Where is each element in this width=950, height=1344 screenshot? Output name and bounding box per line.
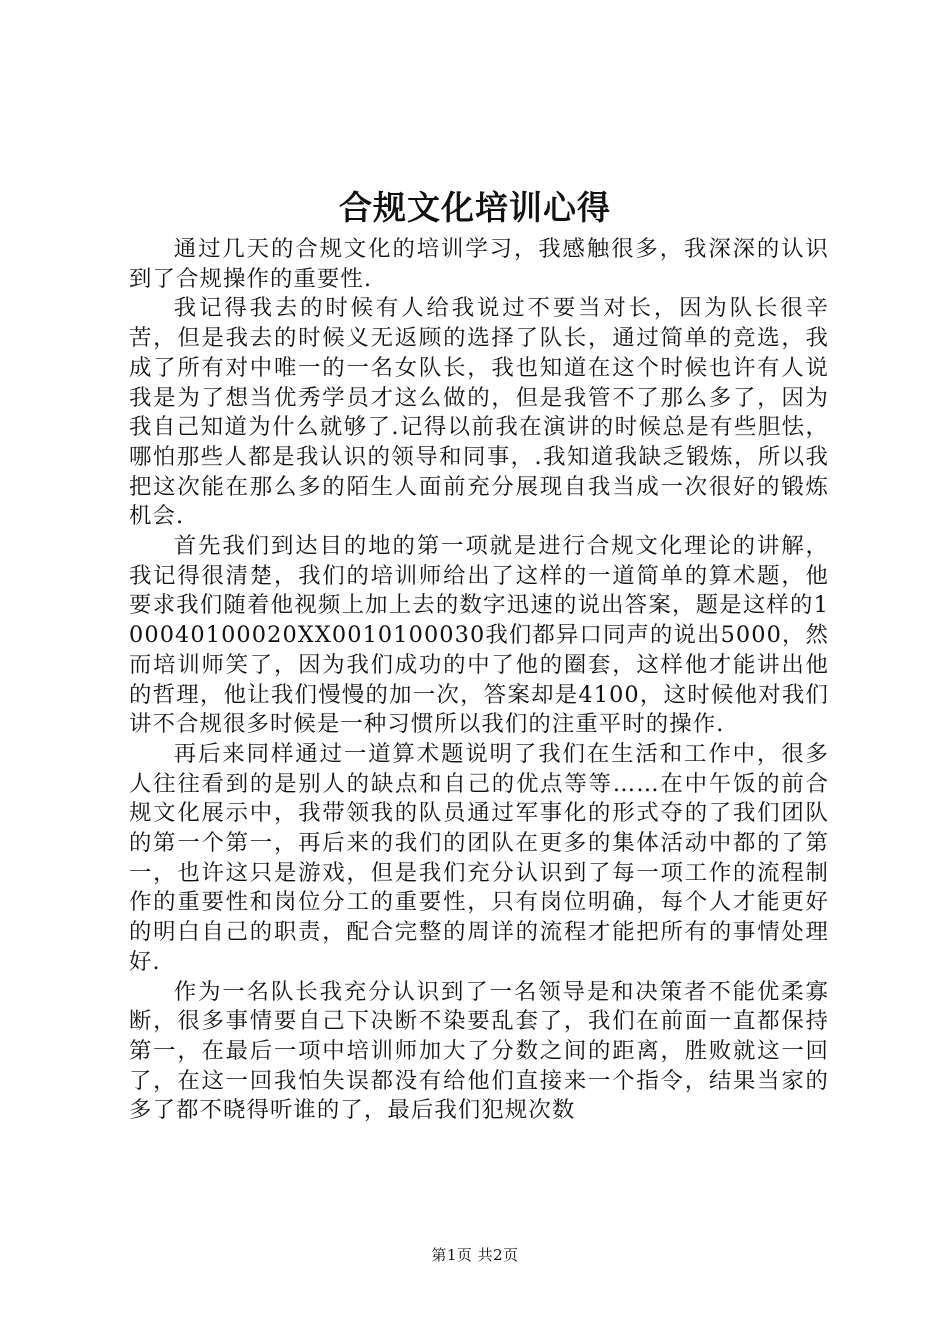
paragraph: 我记得我去的时候有人给我说过不要当对长，因为队长很辛苦，但是我去的时候义无返顾的选择了队长，通过简单的竞选，我成了所有对中唯一的一名女队长，我也知道在这个时候也许有人说我是为了想当优秀学员才这么做的，但是我管不了那么多了，因为我自己知道为什么就够了.记得以前我在演讲的时候总是有些胆怯，哪怕那些人都是我认识的领导和同事，.我知道我缺乏锻炼，所以我把这次能在那么多的陌生人面前充分展现自我当成一次很好的锻炼机会. xyxy=(129,295,829,530)
paragraph: 再后来同样通过一道算术题说明了我们在生活和工作中，很多人往往看到的是别人的缺点和自己的优点等等……在中午饭的前合规文化展示中，我带领我的队员通过军事化的形式夺的了我们团队的第一个第一，再后来的我们的团队在更多的集体活动中都的了第一，也许这只是游戏，但是我们充分认识到了每一项工作的流程制作的重要性和岗位分工的重要性，只有岗位明确，每个人才能更好的明白自己的职责，配合完整的周详的流程才能把所有的事情处理好. xyxy=(129,740,829,975)
paragraph: 首先我们到达目的地的第一项就是进行合规文化理论的讲解，我记得很清楚，我们的培训师给出了这样的一道简单的算术题，他要求我们随着他视频上加上去的数字迅速的说出答案，题是这样的100040100020XX0010100030我们都异口同声的说出5000，然而培训师笑了，因为我们成功的中了他的圈套，这样他才能讲出他的哲理，他让我们慢慢的加一次，答案却是4100，这时候他对我们讲不合规很多时候是一种习惯所以我们的注重平时的操作. xyxy=(129,533,829,738)
document-title: 合规文化培训心得 xyxy=(339,188,611,227)
paragraph: 通过几天的合规文化的培训学习，我感触很多，我深深的认识到了合规操作的重要性. xyxy=(129,236,829,292)
paragraph: 作为一名队长我充分认识到了一名领导是和决策者不能优柔寡断，很多事情要自己下决断不染要乱套了，我们在前面一直都保持第一，在最后一项中培训师加大了分数之间的距离，胜败就这一回了，在这一回我怕失误都没有给他们直接来一个指令，结果当家的多了都不晓得听谁的了，最后我们犯规次数 xyxy=(129,978,829,1124)
document-body xyxy=(129,235,829,1126)
page-footer: 第1页 共2页 xyxy=(431,1246,519,1264)
